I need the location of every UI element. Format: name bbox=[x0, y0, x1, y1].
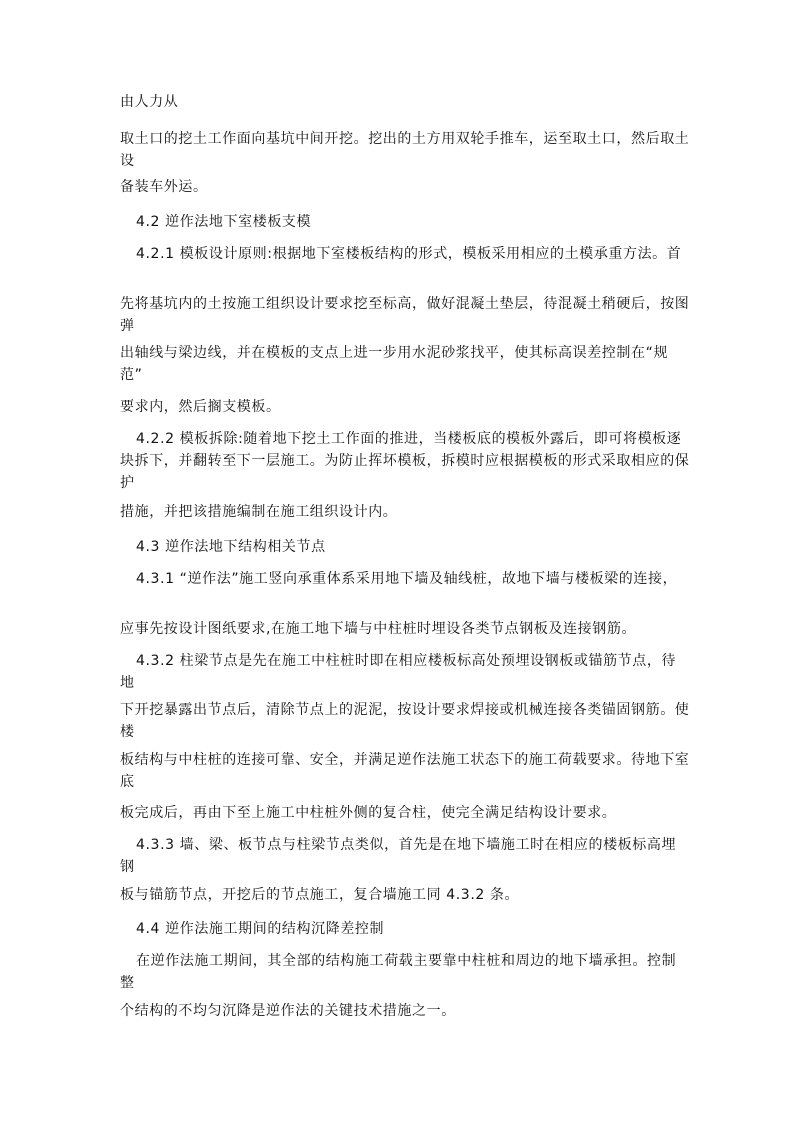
paragraph-4-3-3: 4.3.3 墙、梁、板节点与柱梁节点类似，首先是在地下墙施工时在相应的楼板标高埋钢 bbox=[120, 837, 677, 875]
paragraph-21: 在逆作法施工期间，其全部的结构施工荷载主要靠中柱桩和周边的地下墙承担。控制整 bbox=[120, 953, 677, 991]
paragraph-6: 先将基坑内的土按施工组织设计要求挖至标高，做好混凝土垫层，待混凝土稍硬后，按图弹 bbox=[120, 296, 690, 334]
section-heading-4-3: 4.3 逆作法地下结构相关节点 bbox=[136, 539, 326, 555]
section-heading-4-4: 4.4 逆作法施工期间的结构沉降差控制 bbox=[136, 921, 385, 937]
section-heading-4-2: 4.2 逆作法地下室楼板支模 bbox=[136, 214, 312, 230]
paragraph-7: 出轴线与梁边线，并在模板的支点上进一步用水泥砂浆找平，使其标高误差控制在“规范” bbox=[120, 345, 669, 383]
paragraph-15: 下开挖暴露出节点后，清除节点上的泥泥，按设计要求焊接或机械连接各类锚固钢筋。使楼 bbox=[120, 702, 690, 740]
paragraph-8: 要求内，然后搁支模板。 bbox=[120, 399, 281, 415]
paragraph-17: 板完成后，再由下至上施工中柱桩外侧的复合柱，使完全满足结构设计要求。 bbox=[120, 805, 617, 821]
paragraph-1: 由人力从 bbox=[120, 94, 179, 110]
paragraph-19: 板与锚筋节点，开挖后的节点施工，复合墙施工同 4.3.2 条。 bbox=[120, 887, 520, 903]
paragraph-4-3-2: 4.3.2 柱梁节点是先在施工中柱桩时即在相应楼板标高处预埋设钢板或锚筋节点，待地 bbox=[120, 653, 677, 691]
paragraph-4-3-1: 4.3.1 “逆作法”施工竖向承重体系采用地下墙及轴线桩，故地下墙与楼板梁的连接， bbox=[136, 571, 678, 587]
paragraph-2: 取土口的挖土工作面向基坑中间开挖。挖出的土方用双轮手推车，运至取土口，然后取土设 bbox=[120, 131, 690, 169]
paragraph-10: 措施，并把该措施编制在施工组织设计内。 bbox=[120, 504, 398, 520]
paragraph-4-2-1: 4.2.1 模板设计原则:根据地下室楼板结构的形式，模板采用相应的土模承重方法。首 bbox=[136, 246, 682, 262]
paragraph-4-2-2: 4.2.2 模板拆除:随着地下挖土工作面的推进，当楼板底的模板外露后，即可将模板逐块拆下，并翻转至下一层施工。为防止挥坏模板，拆模时应根据模板的形式采取相应的保护 bbox=[120, 431, 690, 491]
paragraph-22: 个结构的不均匀沉降是逆作法的关键技术措施之一。 bbox=[120, 1003, 456, 1019]
paragraph-16: 板结构与中柱桩的连接可靠、安全，并满足逆作法施工状态下的施工荷载要求。待地下室底 bbox=[120, 752, 690, 790]
paragraph-13: 应事先按设计图纸要求,在施工地下墙与中柱桩时埋设各类节点钢板及连接钢筋。 bbox=[120, 621, 637, 637]
paragraph-3: 备装车外运。 bbox=[120, 179, 208, 195]
